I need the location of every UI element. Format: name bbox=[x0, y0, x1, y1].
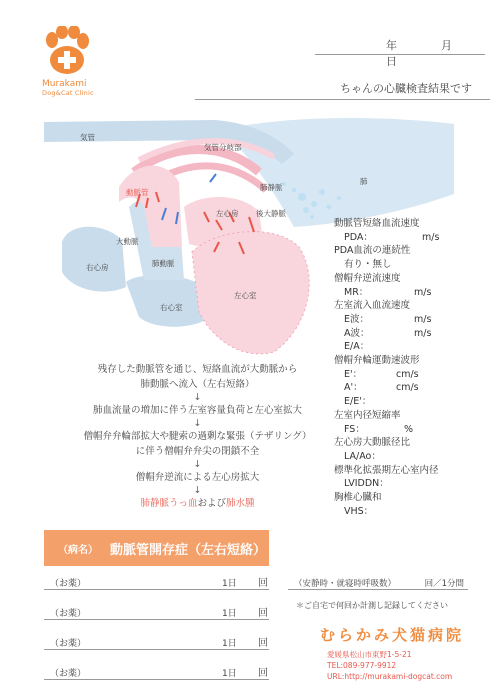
result-ee-prime: E/E'： bbox=[344, 396, 372, 408]
label-right-atrium: 右心房 bbox=[86, 263, 109, 272]
label-caudal-vena-cava: 後大静脈 bbox=[256, 209, 286, 218]
med-row: （お薬） 1日 回 bbox=[44, 602, 269, 620]
result-inflow-title: 左室流入血流速度 bbox=[334, 300, 411, 312]
date-field bbox=[386, 37, 500, 69]
title-underline bbox=[195, 99, 490, 100]
label-pulmonary-vein: 肺静脈 bbox=[260, 183, 283, 192]
clinic-logo bbox=[42, 26, 102, 97]
label-lung: 肺 bbox=[360, 177, 368, 186]
result-annulus-title: 僧帽弁輪運動速波形 bbox=[334, 355, 420, 367]
flow-step-4: 僧帽弁逆流による左心房拡大 bbox=[135, 472, 260, 483]
flow-step-5: 肺静脈うっ血および肺水腫 bbox=[140, 498, 255, 509]
date-underline bbox=[315, 54, 485, 55]
result-e-wave: E波： m/s bbox=[344, 313, 432, 325]
clinic-url: URL:http://murakami-dogcat.com bbox=[327, 672, 453, 681]
clinic-address: 愛媛県松山市東野1-5-21 bbox=[327, 650, 412, 659]
down-arrow-icon: ↓ bbox=[193, 418, 202, 429]
home-measure-note: ＊ご自宅で何回か計測し記録してください bbox=[296, 601, 448, 610]
date-day: 日 bbox=[386, 55, 398, 68]
label-right-ventricle: 右心室 bbox=[160, 303, 183, 312]
diagnosis-key: （病名） bbox=[58, 544, 98, 556]
logo-sub: Dog&Cat Clinic bbox=[42, 89, 94, 97]
page-title: ちゃんの心臓検査結果です bbox=[340, 82, 472, 95]
flow-step-1b: 肺動脈へ流入（左右短絡） bbox=[140, 379, 255, 390]
med-row: （お薬） 1日 回 bbox=[44, 632, 269, 650]
diagnosis-value: 動脈管開存症（左右短絡） bbox=[110, 542, 267, 558]
paw-cross-icon bbox=[42, 26, 90, 76]
result-vhs-title: 胸椎心臓和 bbox=[334, 492, 382, 504]
result-mr: MR： m/s bbox=[344, 286, 432, 298]
result-fs-title: 左室内径短縮率 bbox=[334, 409, 401, 421]
pathophysiology-flow bbox=[75, 362, 320, 511]
label-left-atrium: 左心房 bbox=[216, 209, 239, 218]
result-continuity-title: PDA血流の連続性 bbox=[334, 245, 411, 257]
label-left-ventricle: 左心室 bbox=[234, 291, 257, 300]
result-la-title: 左心房大動脈径比 bbox=[334, 437, 411, 449]
clinic-info bbox=[327, 649, 452, 682]
down-arrow-icon: ↓ bbox=[193, 392, 202, 403]
result-mr-title: 僧帽弁逆流速度 bbox=[334, 272, 401, 284]
result-la-ao: LA/Ao： bbox=[344, 450, 381, 462]
down-arrow-icon: ↓ bbox=[193, 485, 202, 496]
result-lviddn-title: 標準化拡張期左心室内径 bbox=[334, 464, 439, 476]
result-ea: E/A： bbox=[344, 341, 370, 353]
flow-step-2: 肺血流量の増加に伴う左室容量負荷と左心室拡大 bbox=[92, 405, 302, 416]
label-aorta: 大動脈 bbox=[116, 237, 139, 246]
result-fs: FS： % bbox=[344, 423, 414, 435]
label-pulmonary-artery: 肺動脈 bbox=[152, 259, 175, 268]
med-row: （お薬） 1日 回 bbox=[44, 662, 269, 680]
date-year: 年 bbox=[386, 39, 398, 52]
flow-step-1a: 残存した動脈管を通じ、短絡血流が大動脈から bbox=[97, 364, 298, 375]
clinic-name: むらかみ犬猫病院 bbox=[320, 626, 465, 644]
label-bronchi: 気管分岐部 bbox=[204, 143, 242, 152]
result-lviddn: LVIDDN： bbox=[344, 478, 389, 490]
result-pda: PDA： m/s bbox=[344, 231, 440, 243]
down-arrow-icon: ↓ bbox=[193, 459, 202, 470]
label-trachea: 気管 bbox=[80, 133, 95, 142]
med-row: （お薬） 1日 回 bbox=[44, 572, 269, 590]
result-a-prime: A'： cm/s bbox=[344, 382, 419, 394]
date-month: 月 bbox=[441, 39, 453, 52]
diagnosis-bar bbox=[44, 530, 269, 566]
result-continuity: 有り・無し bbox=[344, 259, 392, 271]
respiration-row: （安静時・就寝時呼吸数） 回／1分間 bbox=[288, 572, 468, 590]
label-ductus: 動脈管 bbox=[126, 188, 149, 197]
results-panel bbox=[334, 217, 464, 518]
clinic-tel: TEL:089-977-9912 bbox=[327, 661, 397, 670]
result-e-prime: E'： cm/s bbox=[344, 368, 419, 380]
result-vhs: VHS： bbox=[344, 505, 374, 517]
flow-step-3b: に伴う僧帽弁弁尖の閉鎖不全 bbox=[135, 446, 260, 457]
logo-name: Murakami bbox=[42, 79, 87, 89]
result-pda-title: 動脈管短絡血流速度 bbox=[334, 218, 420, 229]
result-a-wave: A波： m/s bbox=[344, 327, 432, 339]
flow-step-3a: 僧帽弁弁輪部拡大や腱索の過剰な緊張（テザリング） bbox=[83, 431, 312, 442]
